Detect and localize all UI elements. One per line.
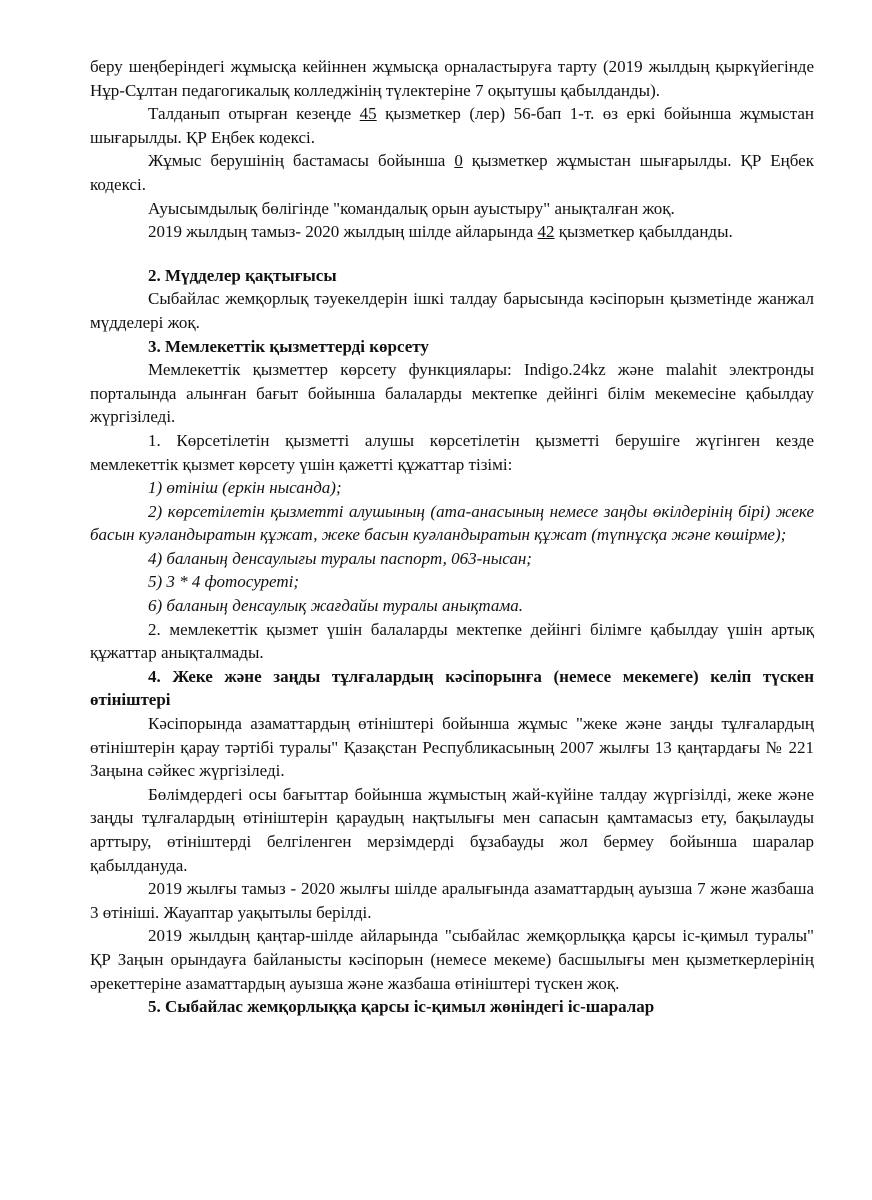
paragraph-anticorruption-applications: 2019 жылдың қаңтар-шілде айларында "сыбайлас жемқорлыққа қарсы іс-қимыл туралы" ҚР Заңын орындауға байланысты кәсіпорын (немесе мекеме) басшылығы мен қызметкерлерінің әрекеттеріне азаматтардың ауызша және жазбаша өтініштері түскен жоқ.: [90, 926, 814, 993]
text-segment: қызметкер қабылданды.: [554, 222, 733, 242]
heading-conflict-of-interest: 2. Мүдделер қақтығысы: [148, 265, 337, 285]
heading-applications: 4. Жеке және заңды тұлғалардың кәсіпорынға (немесе мекемеге) келіп түскен өтініштері: [90, 666, 814, 710]
paragraph-hired: [90, 220, 814, 244]
list-item: 6) баланың денсаулық жағдайы туралы анықтама.: [148, 596, 524, 616]
hired-count: 42: [537, 222, 555, 242]
text-segment: Жұмыс берушінің бастамасы бойынша: [148, 151, 455, 171]
heading-anticorruption-measures: 5. Сыбайлас жемқорлыққа қарсы іс-қимыл жөніндегі іс-шаралар: [148, 997, 655, 1017]
paragraph-voluntary-dismissals: [90, 102, 814, 149]
spacer: [90, 244, 814, 264]
paragraph-employer-dismissals: [90, 149, 814, 196]
list-item: 2) көрсетілетін қызметті алушының (ата-анасының немесе заңды өкілдерінің бірі) жеке басын куәландыратын құжат, жеке басын куәландыратын құжат (түпнұсқа және көшірме);: [90, 501, 814, 545]
text-segment: 2019 жылдың тамыз- 2020 жылдың шілде айларында: [148, 222, 538, 242]
paragraph-required-documents: 1. Көрсетілетін қызметті алушы көрсетілетін қызметті берушіге жүгінген кезде мемлекеттік қызмет көрсету үшін қажетті құжаттар тізімі:: [90, 430, 814, 474]
paragraph-applications-count: 2019 жылғы тамыз - 2020 жылғы шілде аралығында азаматтардың ауызша 7 және жазбаша 3 өтініші. Жауаптар уақытылы берілді.: [90, 879, 814, 922]
text-segment: қызметкер (лер) 56-бап 1-т. өз еркі бойынша жұмыстан шығарылды. ҚР Еңбек кодексі.: [90, 104, 815, 147]
paragraph-shift-rotation: Ауысымдылық бөлігінде "командалық орын ауыстыру" анықталған жоқ.: [148, 198, 675, 218]
dismissed-count: 45: [359, 104, 377, 124]
text-segment: қызметкер жұмыстан шығарылды. ҚР Еңбек кодексі.: [90, 151, 814, 194]
text-segment: Талданып отырған кезеңде: [148, 104, 360, 124]
list-item: 1) өтініш (еркін нысанда);: [148, 478, 342, 498]
paragraph-employment-continuation: беру шеңберіндегі жұмысқа кейіннен жұмысқа орналастыруға тарту (2019 жылдың қыркүйегінде Нұр-Сұлтан педагогикалық колледжінің түлектеріне 7 оқытушы қабылданды).: [90, 57, 814, 100]
list-item: 5) 3 * 4 фотосуреті;: [148, 572, 300, 592]
list-item: 4) баланың денсаулығы туралы паспорт, 063-нысан;: [148, 548, 532, 568]
heading-public-services: 3. Мемлекеттік қызметтерді көрсету: [148, 336, 429, 356]
employer-dismissed-count: 0: [454, 151, 463, 171]
paragraph-public-services: Мемлекеттік қызметтер көрсету функциялары: Indigo.24kz және malahit электронды порталында алынған бағыт бойынша балаларды мектепке дейінгі білім мекемесіне қабылдау жүргізіледі.: [90, 360, 814, 427]
paragraph-conflict-of-interest: Сыбайлас жемқорлық тәуекелдерін ішкі талдау барысында кәсіпорын қызметінде жанжал мүдделері жоқ.: [90, 289, 814, 332]
paragraph-applications-analysis: Бөлімдердегі осы бағыттар бойынша жұмыстың жай-күйіне талдау жүргізілді, жеке және заңды тұлғалардың өтініштерін қараудың нақтылығы мен сапасын қамтамасыз ету, бақылауды арттыру, өтініштерді белгіленген мерзімдерді бұзабауды жол бермеу бойынша шаралар қабылдануда.: [90, 784, 814, 875]
paragraph-no-extra-documents: 2. мемлекеттік қызмет үшін балаларды мектепке дейінгі білімге қабылдау үшін артық құжаттар анықталмады.: [90, 619, 814, 663]
paragraph-applications-law: Кәсіпорында азаматтардың өтініштері бойынша жұмыс "жеке және заңды тұлғалардың өтініштерін қарау тәртібі туралы" Қазақстан Республикасының 2007 жылғы 13 қаңтардағы № 221 Заңына сәйкес жүргізіледі.: [90, 714, 814, 781]
